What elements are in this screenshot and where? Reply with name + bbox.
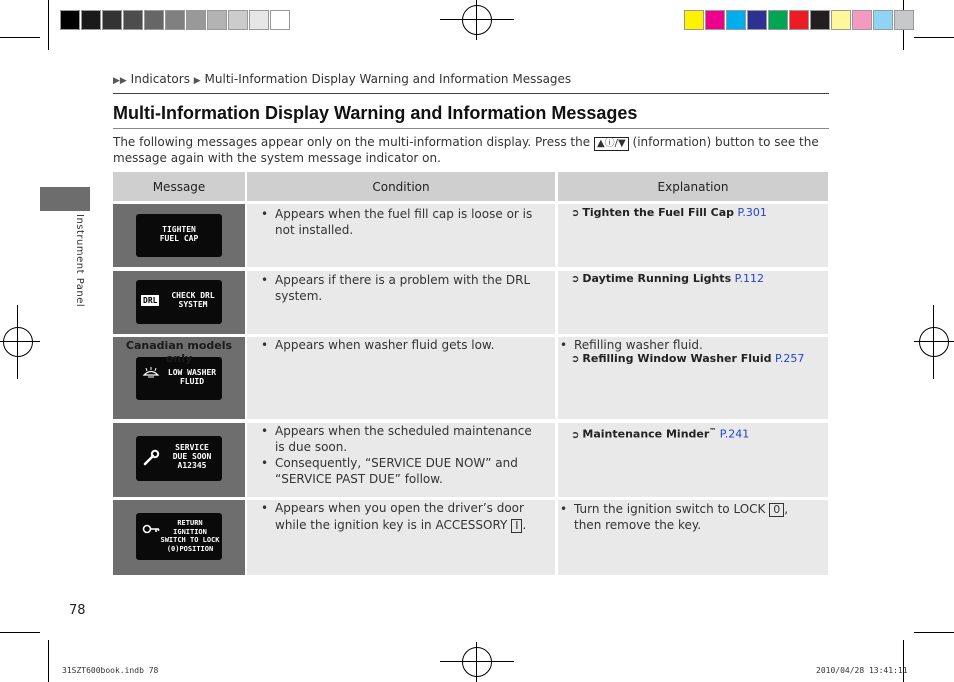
- explanation-text-wrapper: [574, 501, 815, 533]
- display-line: (0)POSITION: [166, 544, 214, 553]
- explanation-cell: [558, 500, 828, 575]
- explanation-cell: [558, 423, 828, 497]
- crop-mark: [914, 37, 954, 38]
- color-swatch: [60, 10, 80, 30]
- reference-name: Tighten the Fuel Fill Cap: [582, 206, 735, 219]
- reference-name: Maintenance Minder: [582, 427, 710, 441]
- color-swatch: [165, 10, 185, 30]
- divider: [113, 93, 829, 94]
- canadian-models-label: Canadian models only: [125, 339, 233, 365]
- message-display-cell: [113, 271, 245, 334]
- reference-arrow-icon: ➲: [571, 208, 580, 219]
- footer-file-info: 31SZT600book.indb 78: [62, 666, 159, 675]
- condition-text: Appears when the scheduled maintenance is due soon.: [275, 424, 532, 454]
- explanation-text-end: , then remove the key.: [574, 502, 789, 532]
- crop-mark: [0, 632, 40, 633]
- arrow-icon: ▶: [193, 76, 201, 86]
- table-header-message: Message: [113, 172, 245, 201]
- display-line: SERVICE: [175, 443, 209, 452]
- page-title: Multi-Information Display Warning and Information Messages: [113, 103, 638, 123]
- reference-arrow-icon: ➲: [571, 274, 580, 285]
- page-number: 78: [69, 603, 86, 618]
- reference-name: Refilling Window Washer Fluid: [582, 352, 772, 365]
- double-arrow-icon: ▶▶: [113, 76, 127, 86]
- crop-mark: [0, 37, 40, 38]
- page-link[interactable]: P.257: [775, 352, 805, 365]
- footer-timestamp: 2010/04/28 13:41:11: [816, 666, 908, 675]
- divider: [113, 128, 829, 129]
- display-line: DUE SOON: [172, 452, 212, 461]
- washer-fluid-icon: [142, 366, 160, 380]
- display-screen-image: [136, 280, 222, 324]
- bullet-icon: •: [261, 338, 269, 352]
- condition-cell: [247, 500, 555, 575]
- message-display-cell: [113, 423, 245, 497]
- intro-text-before: The following messages appear only on the multi-information display. Press the: [113, 135, 591, 149]
- accessory-key-position: I: [511, 519, 522, 533]
- section-tab-label: Instrument Panel: [74, 214, 85, 308]
- color-swatch: [270, 10, 290, 30]
- color-swatch: [873, 10, 893, 30]
- condition-text-end: .: [522, 518, 527, 532]
- bullet-icon: •: [261, 501, 269, 515]
- display-line: LOW WASHER: [167, 368, 217, 377]
- crop-mark: [903, 640, 904, 682]
- condition-cell: [247, 337, 555, 419]
- display-line: SYSTEM: [178, 300, 208, 309]
- color-swatch: [207, 10, 227, 30]
- condition-text: Appears when washer fluid gets low.: [275, 338, 495, 352]
- color-swatch: [249, 10, 269, 30]
- page-link[interactable]: P.301: [737, 206, 767, 219]
- color-swatch: [186, 10, 206, 30]
- bullet-icon: •: [261, 424, 269, 438]
- color-swatch: [747, 10, 767, 30]
- section-tab: [40, 187, 90, 211]
- display-line: SWITCH TO LOCK: [160, 536, 220, 544]
- display-line: RETURN: [177, 519, 203, 527]
- intro-text-after: (information) button to see the message again with the system message indicator on.: [113, 135, 819, 165]
- lock-key-position: 0: [769, 503, 784, 517]
- display-screen-image: [136, 513, 222, 560]
- display-line: FLUID: [179, 377, 205, 386]
- color-swatch: [228, 10, 248, 30]
- display-line: TIGHTEN: [162, 225, 196, 234]
- color-swatch: [768, 10, 788, 30]
- trademark-symbol: ™: [709, 427, 717, 435]
- bullet-icon: •: [560, 502, 568, 516]
- table-header-condition: Condition: [247, 172, 555, 201]
- display-screen-image: [136, 436, 222, 481]
- intro-paragraph: [113, 135, 829, 166]
- crop-mark: [914, 632, 954, 633]
- page-link[interactable]: P.112: [734, 272, 765, 285]
- color-swatch: [705, 10, 725, 30]
- condition-text: Appears when you open the driver’s door while the ignition key is in ACCESSORY: [275, 501, 524, 532]
- bullet-icon: •: [261, 207, 269, 221]
- color-swatch: [726, 10, 746, 30]
- color-swatch: [789, 10, 809, 30]
- breadcrumb-item-current: Multi-Information Display Warning and Information Messages: [204, 72, 572, 86]
- condition-text: Appears if there is a problem with the DRL system.: [275, 273, 531, 303]
- bullet-icon: •: [261, 273, 269, 287]
- info-button-glyph: ▲ⓘ/▼: [594, 137, 629, 151]
- color-swatch: [123, 10, 143, 30]
- bullet-icon: •: [261, 456, 269, 470]
- crop-mark: [48, 640, 49, 682]
- drl-indicator-icon: DRL: [143, 296, 158, 305]
- color-swatch: [831, 10, 851, 30]
- color-swatch: [684, 10, 704, 30]
- page-link[interactable]: P.241: [719, 427, 750, 441]
- condition-text: Consequently, “SERVICE DUE NOW” and “SERVICE PAST DUE” follow.: [275, 456, 518, 486]
- display-line: CHECK DRL: [171, 291, 215, 300]
- color-swatch: [894, 10, 914, 30]
- display-line: IGNITION: [173, 527, 207, 536]
- crop-mark: [48, 0, 49, 50]
- condition-text: Appears when the fuel fill cap is loose or is not installed.: [275, 207, 533, 237]
- reference-arrow-icon: ➲: [571, 354, 580, 365]
- breadcrumb-item-indicators[interactable]: Indicators: [130, 72, 190, 86]
- color-swatch: [102, 10, 122, 30]
- condition-text-wrapper: [275, 500, 546, 534]
- display-line: FUEL CAP: [159, 234, 199, 243]
- condition-cell: [247, 271, 555, 334]
- grayscale-color-bar: [60, 10, 291, 30]
- table-header-explanation: Explanation: [558, 172, 828, 201]
- breadcrumb: [113, 72, 571, 86]
- message-display-cell: [113, 500, 245, 575]
- process-color-bar: [684, 10, 915, 30]
- color-swatch: [852, 10, 872, 30]
- reference-name: Daytime Running Lights: [582, 272, 732, 285]
- bullet-icon: •: [560, 338, 568, 352]
- explanation-text: Turn the ignition switch to LOCK: [574, 502, 766, 516]
- reference-arrow-icon: ➲: [571, 429, 580, 441]
- condition-cell: [247, 423, 555, 497]
- color-swatch: [144, 10, 164, 30]
- color-swatch: [81, 10, 101, 30]
- display-screen-image: [136, 214, 222, 257]
- explanation-text: Refilling washer fluid.: [574, 338, 703, 352]
- message-display-cell: [113, 204, 245, 267]
- wrench-icon: [142, 449, 160, 467]
- color-swatch: [810, 10, 830, 30]
- display-line: A12345: [177, 461, 207, 470]
- condition-cell: [247, 204, 555, 267]
- explanation-cell: [558, 337, 828, 419]
- explanation-cell: [558, 204, 828, 267]
- explanation-cell: [558, 271, 828, 334]
